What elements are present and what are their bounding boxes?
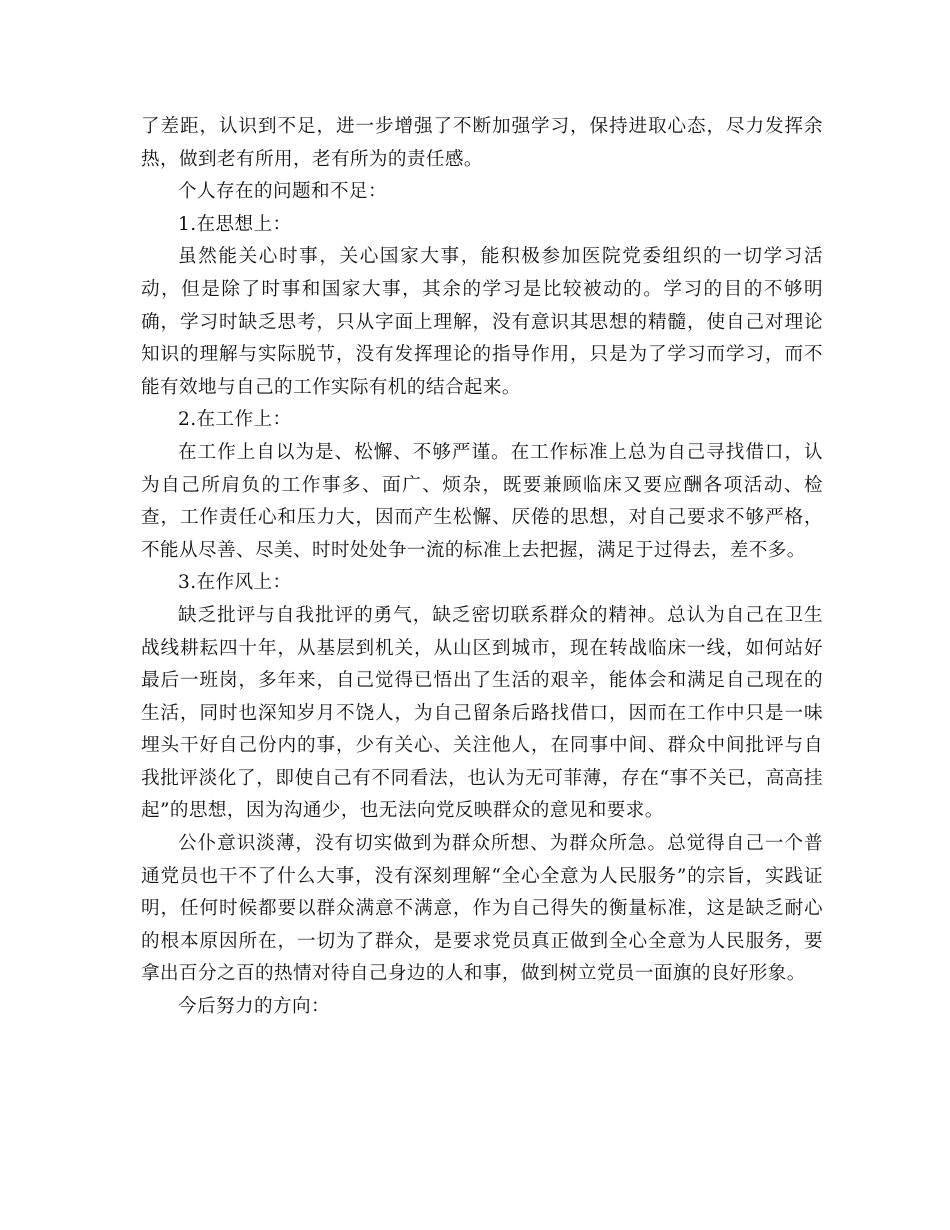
paragraph-style: 缺乏批评与自我批评的勇气，缺乏密切联系群众的精神。总认为自己在卫生战线耕耘四十年，从基层到机关，从山区到城市，现在转战临床一线，如何站好最后一班岗，多年来，自己觉得已悟出了生活的艰辛，能体会和满足自己现在的生活，同时也深知岁月不饶人，为自己留条后路找借口，因而在工作中只是一味埋头干好自己份内的事，少有关心、关注他人，在同事中间、群众中间批评与自我批评淡化了，即使自己有不同看法，也认为无可菲薄，存在“事不关已，高高挂起”的思想，因为沟通少，也无法向党反映群众的意见和要求。 <box>141 604 823 822</box>
section-heading-problems: 个人存在的问题和不足： <box>178 181 387 203</box>
subheading-style: 3.在作风上： <box>178 572 292 594</box>
subheading-thought: 1.在思想上： <box>178 213 292 235</box>
paragraph-public-servant: 公仆意识淡薄，没有切实做到为群众所想、为群众所急。总觉得自己一个普通党员也干不了什么大事，没有深刻理解“全心全意为人民服务”的宗旨，实践证明，任何时候都要以群众满意不满意，作为自己得失的衡量标准，这是缺乏耐心的根本原因所在，一切为了群众，是要求党员真正做到全心全意为人民服务，要拿出百分之百的热情对待自己身边的人和事，做到树立党员一面旗的良好形象。 <box>141 833 823 985</box>
paragraph-thought: 虽然能关心时事，关心国家大事，能积极参加医院党委组织的一切学习活动，但是除了时事和国家大事，其余的学习是比较被动的。学习的目的不够明确，学习时缺乏思考，只从字面上理解，没有意识其思想的精髓，使自己对理论知识的理解与实际脱节，没有发挥理论的指导作用，只是为了学习而学习，而不能有效地与自己的工作实际有机的结合起来。 <box>141 246 823 398</box>
subheading-work: 2.在工作上： <box>178 409 292 431</box>
document-body <box>141 111 823 1024</box>
section-heading-direction: 今后努力的方向： <box>178 996 330 1018</box>
paragraph-work: 在工作上自以为是、松懈、不够严谨。在工作标准上总为自己寻找借口，认为自己所肩负的工作事多、面广、烦杂，既要兼顾临床又要应酬各项活动、检查，工作责任心和压力大，因而产生松懈、厌倦的思想，对自己要求不够严格，不能从尽善、尽美、时时处处争一流的标准上去把握，满足于过得去，差不多。 <box>141 441 823 561</box>
paragraph-continuation: 了差距，认识到不足，进一步增强了不断加强学习，保持进取心态，尽力发挥余热，做到老有所用，老有所为的责任感。 <box>141 116 823 170</box>
